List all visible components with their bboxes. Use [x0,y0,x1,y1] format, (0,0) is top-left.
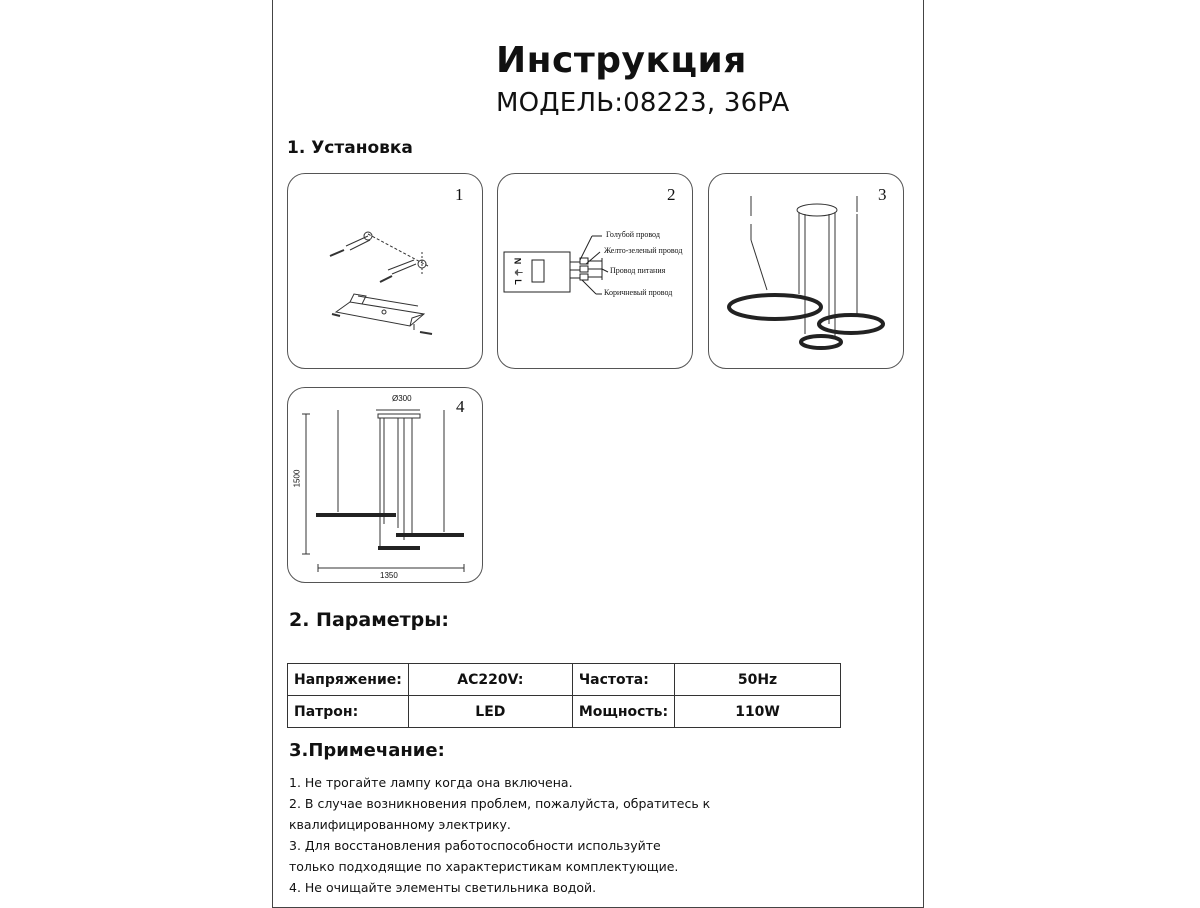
dimension-height: 1500 [292,469,302,488]
dimension-diameter: Ø300 [392,394,412,403]
bracket-mounting-diagram [288,174,483,369]
voltage-value: AC220V: [408,664,572,696]
dimensions-diagram [288,388,483,583]
lamp-perspective-diagram [709,174,904,369]
socket-label: Патрон: [288,696,409,728]
page-title: Инструкция [496,40,747,81]
wire-label-brown: Коричневый провод [604,288,673,297]
terminal-letter-n: N [512,257,523,265]
terminal-letter-ground: ⏚ [513,267,524,278]
note-line: квалифицированному электрику. [289,817,511,832]
terminal-letter-l: L [512,279,523,285]
model-number: МОДЕЛЬ:08223, 36PA [496,88,790,118]
section-parameters-heading: 2. Параметры: [289,609,450,631]
socket-value: LED [408,696,572,728]
installation-step-2-panel [497,173,693,369]
frequency-value: 50Hz [675,664,841,696]
power-label: Мощность: [572,696,674,728]
voltage-label: Напряжение: [288,664,409,696]
frequency-label: Частота: [572,664,674,696]
parameters-table [287,663,841,728]
note-line: 1. Не трогайте лампу когда она включена. [289,775,573,790]
note-line: 2. В случае возникновения проблем, пожалуйста, обратитесь к [289,796,711,811]
section-notes-heading: 3.Примечание: [289,740,445,761]
step-number: 2 [667,185,676,204]
step-number: 1 [455,185,464,204]
wire-label-yellow-green: Желто-зеленый провод [604,246,683,255]
table-row [288,696,841,728]
notes-list [289,772,710,898]
installation-step-4-panel [287,387,483,583]
note-line: только подходящие по характеристикам комплектующие. [289,859,679,874]
installation-step-1-panel [287,173,483,369]
section-installation-heading: 1. Установка [287,138,413,158]
power-value: 110W [675,696,841,728]
wire-label-blue: Голубой провод [606,230,660,239]
note-line: 3. Для восстановления работоспособности используйте [289,838,661,853]
note-line: 4. Не очищайте элементы светильника водой. [289,880,597,895]
step-number: 4 [456,397,465,416]
table-row [288,664,841,696]
wire-label-power: Провод питания [610,266,666,275]
dimension-width: 1350 [380,571,398,580]
step-number: 3 [878,185,887,204]
installation-step-3-panel [708,173,904,369]
